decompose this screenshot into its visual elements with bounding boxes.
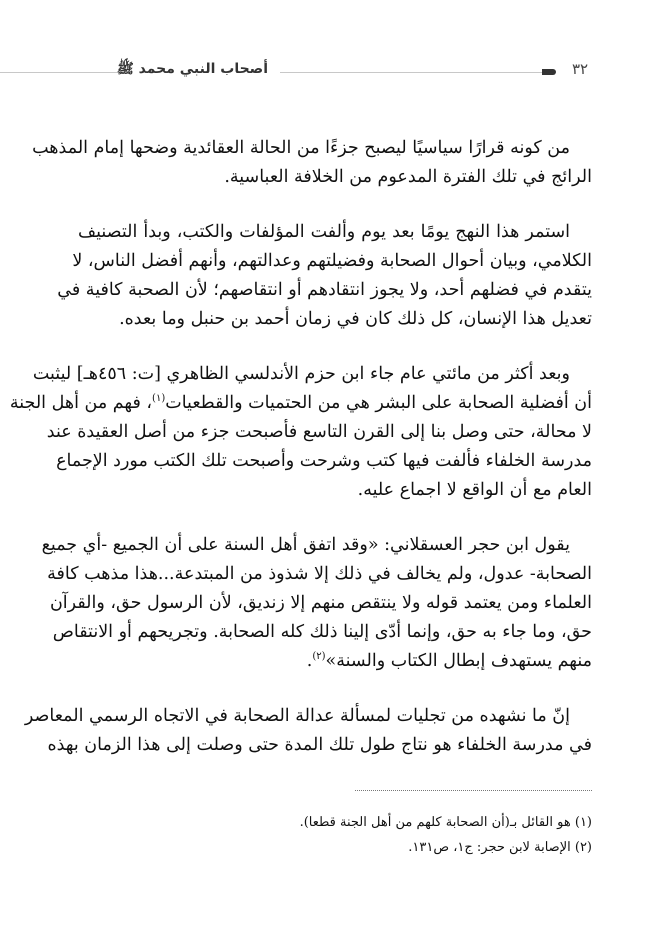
text-line: وبعد أكثر من مائتي عام جاء ابن حزم الأندلسي الظاهري [ت: ٤٥٦هـ] ليثبت <box>32 364 570 384</box>
footnote-separator <box>355 790 592 791</box>
footnote-text: هو القائل بـ(أن الصحابة كلهم من أهل الجنة قطعا). <box>299 815 571 830</box>
text-line: الرائج في تلك الفترة المدعوم من الخلافة العباسية. <box>224 167 592 187</box>
text-line: يقول ابن حجر العسقلاني: «وقد اتفق أهل السنة على أن الجميع -أي جميع <box>41 535 570 555</box>
paragraph <box>24 702 592 760</box>
text-line: في مدرسة الخلفاء هو نتاج طول تلك المدة حتى وصلت إلى هذا الزمان بهذه <box>47 735 592 755</box>
paragraph <box>32 134 592 192</box>
text-line <box>78 647 592 676</box>
header-rule-end-mark <box>542 69 556 75</box>
text-line: يتقدم في فضلهم أحد، ولا يجوز انتقادهم أو انتقاصهم؛ لأن الصحبة كافية في <box>57 280 592 300</box>
text-line: حق، وما جاء به حق، وإنما أدّى إلينا ذلك كله الصحابة. وتجريحهم أو الانتقاص <box>52 622 592 642</box>
text-line: من كونه قرارًا سياسيًا ليصبح جزءًا من الحالة العقائدية وضحها إمام المذهب <box>32 138 570 158</box>
header-rule-left <box>0 72 127 73</box>
line-text: أن أفضلية الصحابة على البشر هي من الحتميات والقطعيات <box>165 393 592 413</box>
footnote-reference[interactable]: (١) <box>152 393 166 405</box>
footnote <box>200 810 592 835</box>
text-line: الكلامي، وبيان أحوال الصحابة وفضيلتهم وعدالتهم، وأنهم أفضل الناس، لا <box>72 251 592 271</box>
text-line: الصحابة- عدول، ولم يخالف في ذلك إلا شذوذ من المبتدعة...هذا مذهب كافة <box>47 564 592 584</box>
footnote-number: (٢) <box>574 840 592 855</box>
text-line: مدرسة الخلفاء فألفت فيها كتب وشرحت وأصبحت تلك الكتب مورد الإجماع <box>56 451 592 471</box>
footnote-text: الإصابة لابن حجر: ج١، ص١٣١. <box>408 840 571 855</box>
footnote <box>200 835 592 860</box>
line-text: منهم يستهدف إبطال الكتاب والسنة» <box>325 651 592 671</box>
header-rule-right <box>280 72 550 73</box>
text-line: العلماء ومن يعتمد قوله ولا ينتقص منهم إلا زنديق، لأن الرسول حق، والقرآن <box>49 593 592 613</box>
line-text: ، فهم من أهل الجنة <box>9 393 153 413</box>
paragraph <box>41 531 592 676</box>
running-title: أصحاب النبي محمد ﷺ <box>116 61 268 77</box>
text-line: لا محالة، حتى وصل بنا إلى القرن التاسع فأصبحت جزء من أصل العقيدة عند <box>46 422 592 442</box>
text-line: إنّ ما نشهده من تجليات لمسألة عدالة الصحابة في الاتجاه الرسمي المعاصر <box>24 706 570 726</box>
text-line: تعديل هذا الإنسان، كل ذلك كان في زمان أحمد بن حنبل وما بعده. <box>119 309 592 329</box>
text-line <box>9 389 592 418</box>
footnote-reference[interactable]: (٢) <box>312 651 326 663</box>
line-text: . <box>306 651 313 671</box>
body-text <box>9 134 592 786</box>
page-number: ٣٢ <box>572 60 589 78</box>
paragraph <box>9 360 592 505</box>
text-line: العام مع أن الواقع لا اجماع عليه. <box>357 480 592 500</box>
footnotes <box>200 810 592 860</box>
paragraph <box>57 218 592 334</box>
text-line: استمر هذا النهج يومًا بعد يوم وألفت المؤلفات والكتب، وبدأ التصنيف <box>78 222 570 242</box>
footnote-number: (١) <box>574 815 592 830</box>
